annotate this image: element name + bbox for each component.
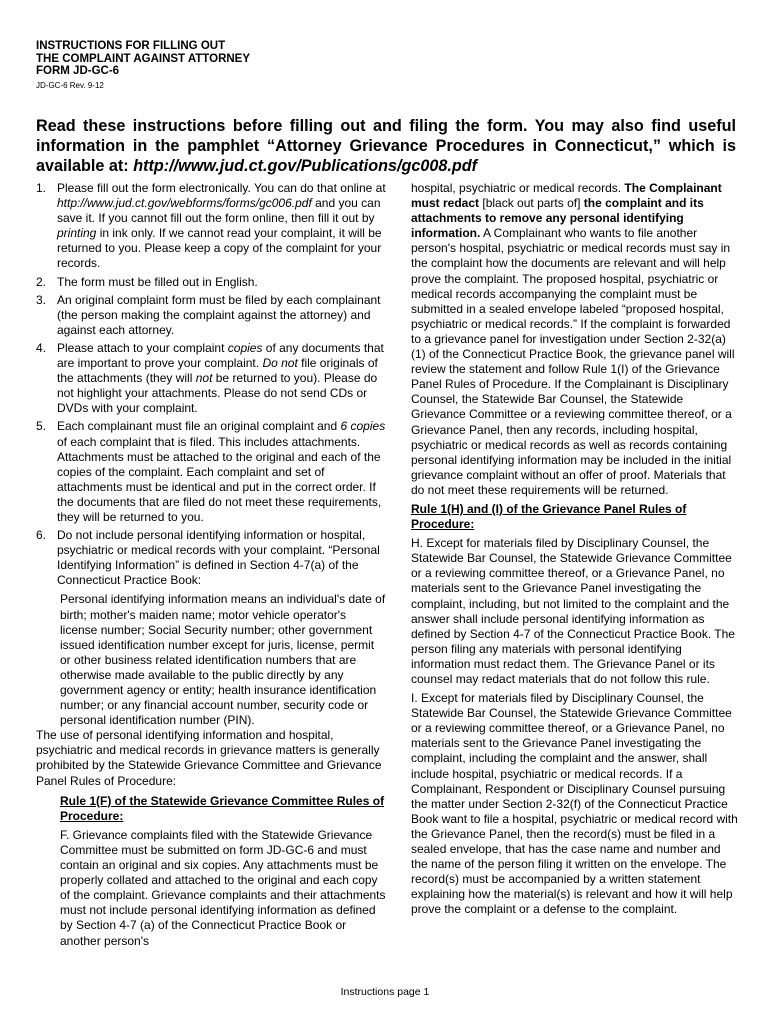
list-item-6 [36,528,386,588]
list-text: Do not include personal identifying information or hospital, psychiatric or medical records with your complaint. “Personal Identifying Information” is defined in Section 4-7(a) of the Connecticut Practice Book: [57,528,380,588]
list-text: Please attach to your complaint copies of any documents that are important to prove your complaint. Do not file originals of the attachments (they will not be returned to you). Please do not highlight your attachments. Please do not send CDs or DVDs with your complaint. [57,340,384,416]
intro-text: Read these instructions before filling out and filing the form. You may also find useful information in the pamphlet “Attorney Grievance Procedures in Connecticut,” which is available at: [36,117,736,175]
list-item-1 [36,181,386,272]
rule-h-paragraph: H. Except for materials filed by Disciplinary Counsel, the Statewide Bar Counsel, the Statewide Grievance Committee or a reviewing committee thereof, or a Grievance Panel, no materials sent to the Grievance Panel investigating the complaint, including, but not limited to the complaint and the answer shall include personal identifying information as defined by Section 4-7 of the Connecticut Practice Book. The person filing any materials with personal identifying information must redact them. The Grievance Panel or its counsel may redact materials that do not follow this rule. [411,536,735,686]
form-link[interactable]: http://www.jud.ct.gov/webforms/forms/gc006.pdf [57,196,312,211]
left-column [36,181,386,949]
list-number: 2. [36,274,47,289]
page-footer: Instructions page 1 [340,986,430,998]
list-text: Please fill out the form electronically. You can do that online at http://www.jud.ct.gov/webforms/forms/gc006.pdf and you can save it. If you cannot fill out the form online, then fill it out by printing in ink only. If we cannot read your complaint, it will be returned to you. Please keep a copy of the complaint for your records. [57,181,386,271]
list-number: 1. [36,181,47,195]
list-number: 4. [36,340,47,355]
list-item-3 [36,293,386,338]
intro-pamphlet-link[interactable]: http://www.jud.ct.gov/Publications/gc008.pdf [133,157,478,175]
list-number: 6. [36,528,47,543]
header-title-line-2: THE COMPLAINT AGAINST ATTORNEY [36,52,251,65]
intro-paragraph [36,116,736,176]
rule-i-paragraph: I. Except for materials filed by Disciplinary Counsel, the Statewide Bar Counsel, the Statewide Grievance Committee or a reviewing committee thereof, or a Grievance Panel, no materials sent to the Grievance Panel investigating the complaint, including the complaint and the answer, shall include hospital, psychiatric or medical records. If a Complainant, Respondent or Disciplinary Counsel pursuing the matter under Section 2-32(f) of the Connecticut Practice Book want to file a hospital, psychiatric or medical record with the Grievance Panel, then the record(s) must be filed in a sealed envelope, that has the case name and number and the name of the person filing it written on the envelope. The record(s) must be accompanied by a written statement explaining how the material(s) is relevant and how it will help prove the complaint or a defense to the complaint. [411,691,738,917]
header-title-line-1: INSTRUCTIONS FOR FILLING OUT [36,40,226,52]
list-text: Each complainant must file an original complaint and 6 copies of each complaint that is filed. This includes attachments. Attachments must be attached to the original and each of the copies of the complaint. Each complaint and set of attachments must be identical and put in the correct order. If the documents that are filed do not meet these requirements, they will be returned to you. [57,419,386,524]
list-number: 5. [36,419,47,434]
list-item-4 [36,341,386,416]
list-item-5 [36,419,386,525]
list-text: An original complaint form must be filed by each complainant (the person making the complaint against the attorney) and against each attorney. [57,292,381,337]
pii-definition: Personal identifying information means an individual's date of birth; mother's maiden name; motor vehicle operator's license number; Social Security number; other government issued identification number except for juris, license, permit or other business related identification numbers that are otherwise made available to the public directly by any government agency or entity; health insurance identification number; or any financial account number, security code or personal identification number (PIN). [60,592,386,728]
list-item-2 [36,275,386,290]
header-form-number: FORM JD-GC-6 [36,65,120,77]
form-header [36,40,250,90]
rule-1f-body: F. Grievance complaints filed with the Statewide Grievance Committee must be submitted on form JD-GC-6 and must contain an original and six copies. Any attachments must be properly collated and attached to the original and each copy of the complaint. Grievance complaints and their attachments must not include personal identifying information as defined by Section 4-7 (a) of the Connecticut Practice Book or another person's [60,827,386,948]
list-text: The form must be filled out in English. [57,274,258,289]
list-number: 3. [36,292,47,307]
rule-1f-heading: Rule 1(F) of the Statewide Grievance Committee Rules of Procedure: [60,793,385,823]
rule-1h-1i-heading: Rule 1(H) and (I) of the Grievance Panel Rules of Procedure: [411,501,687,532]
prohibition-paragraph: The use of personal identifying information and hospital, psychiatric and medical records in grievance matters is generally prohibited by the Statewide Grievance Committee and Grievance Panel Rules of Procedure: [36,728,382,788]
header-revision: JD-GC-6 Rev. 9-12 [36,80,104,90]
rule-1f-continuation: hospital, psychiatric or medical records. The Complainant must redact [black out parts of] the complaint and its attachments to remove any personal identifying information. A Complainant who wants to file another person's hospital, psychiatric or medical records must say in the complaint how the documents are relevant and will help prove the complaint. The proposed hospital, psychiatric or medical records accompanying the complaint must be submitted in a sealed envelope labeled “proposed hospital, psychiatric or medical records.” If the complaint is forwarded to a grievance panel for investigation under Section 2-32(a)(1) of the Connecticut Practice Book, the grievance panel will review the statement and follow Rule 1(I) of the Grievance Panel Rules of Procedure. If the Complainant is Disciplinary Counsel, the Statewide Bar Counsel, the Statewide Grievance Committee or a reviewing committee thereof, or a Grievance Panel, then any records, including hospital, psychiatric or medical records as well as records containing personal identifying information may be included in the initial grievance complaint without an offer of proof. Materials that do not meet these requirements will be returned. [411,181,735,497]
right-column [411,181,738,918]
